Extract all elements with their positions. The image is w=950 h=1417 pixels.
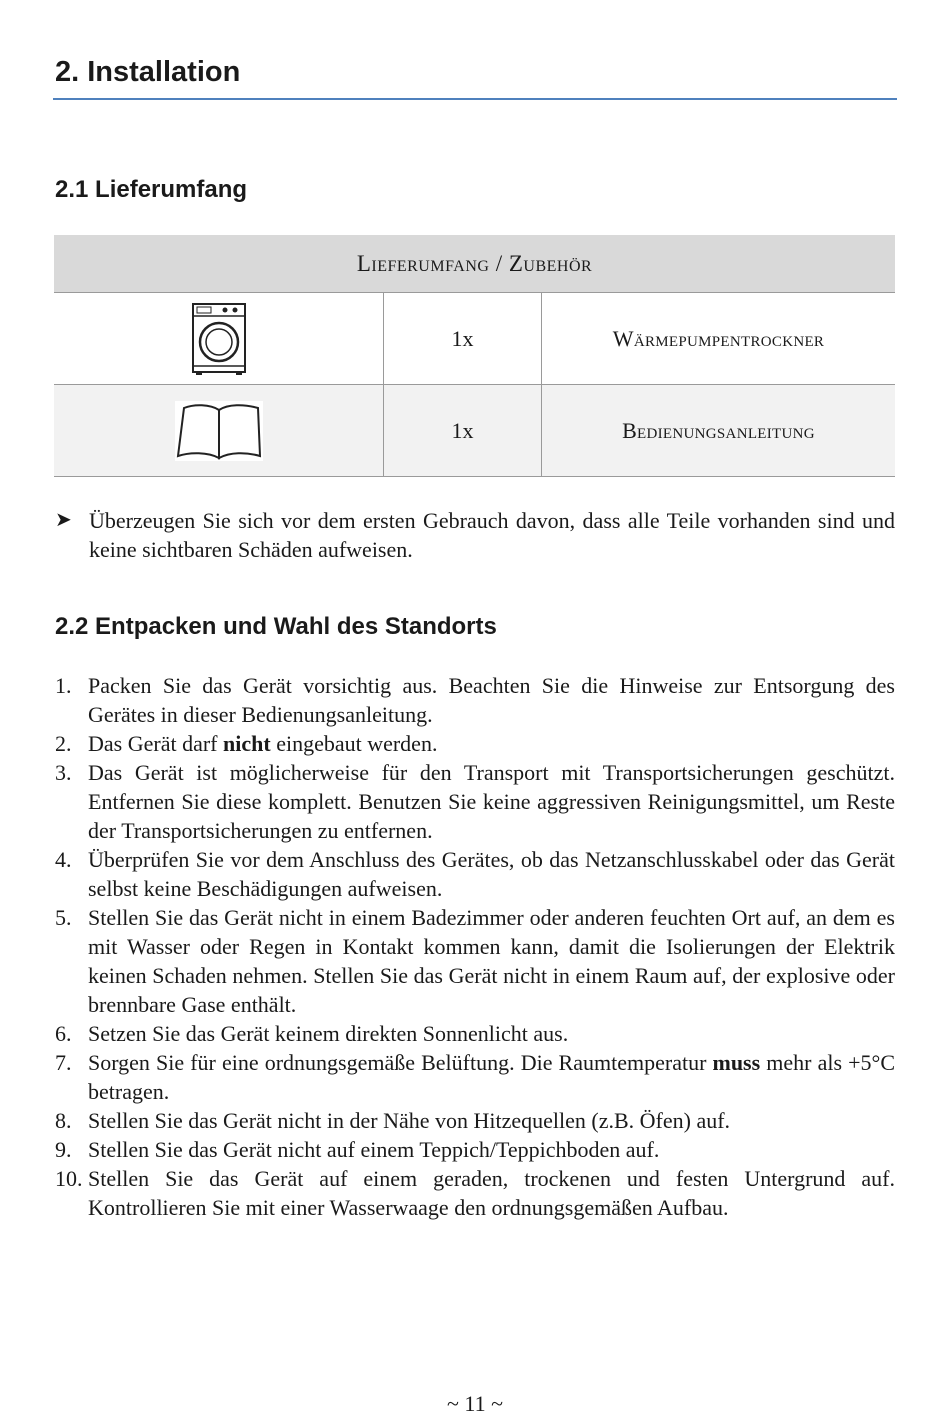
list-text: Überprüfen Sie vor dem Anschluss des Gerätes, ob das Netzanschlusskabel oder das Gerät selbst keine Beschädigungen aufweisen. bbox=[88, 847, 895, 901]
page-heading: 2. Installation bbox=[55, 56, 241, 88]
list-item bbox=[55, 758, 895, 845]
list-item bbox=[55, 1106, 895, 1135]
section-title-unpacking: 2.2 Entpacken und Wahl des Standorts bbox=[55, 613, 497, 640]
list-item bbox=[55, 671, 895, 729]
list-item bbox=[55, 729, 895, 758]
table-row bbox=[54, 384, 895, 476]
list-item bbox=[55, 1048, 895, 1106]
emphasis: muss bbox=[712, 1050, 761, 1075]
page-number: ~ 11 ~ bbox=[447, 1391, 503, 1416]
list-item bbox=[55, 1019, 895, 1048]
list-text: Sorgen Sie für eine ordnungsgemäße Belüftung. Die Raumtemperatur muss mehr als +5°C betragen. bbox=[88, 1050, 895, 1104]
list-item bbox=[55, 845, 895, 903]
table-cell-quantity: 1x bbox=[384, 293, 542, 384]
list-text: Das Gerät darf nicht eingebaut werden. bbox=[88, 731, 438, 756]
unpacking-list bbox=[55, 671, 895, 1222]
dryer-icon bbox=[190, 302, 248, 376]
manual-book-icon bbox=[174, 400, 264, 462]
list-number: 10. bbox=[55, 1166, 83, 1191]
list-item bbox=[55, 1135, 895, 1164]
list-text: Stellen Sie das Gerät auf einem geraden, trockenen und festen Untergrund auf. Kontrollieren Sie mit einer Wasserwaage den ordnungsgemäßen Aufbau. bbox=[88, 1166, 895, 1220]
list-number: 6. bbox=[55, 1021, 72, 1046]
table-cell-item: Wärmepumpentrockner bbox=[612, 325, 825, 351]
list-text: Setzen Sie das Gerät keinem direkten Sonnenlicht aus. bbox=[88, 1021, 569, 1046]
table-cell-quantity: 1x bbox=[384, 385, 542, 476]
list-text: Das Gerät ist möglicherweise für den Transport mit Transportsicherungen geschützt. Entfernen Sie diese komplett. Benutzen Sie keine aggressiven Reinigungsmittel, um Reste der Transportsicherungen zu entfernen. bbox=[88, 760, 895, 843]
emphasis: nicht bbox=[223, 731, 271, 756]
list-item bbox=[55, 1164, 895, 1222]
list-text: Stellen Sie das Gerät nicht auf einem Teppich/Teppichboden auf. bbox=[88, 1137, 660, 1162]
list-text: Packen Sie das Gerät vorsichtig aus. Beachten Sie die Hinweise zur Entsorgung des Gerätes in dieser Bedienungsanleitung. bbox=[88, 673, 895, 727]
section-title-delivery: 2.1 Lieferumfang bbox=[55, 176, 248, 203]
note-text: Überzeugen Sie sich vor dem ersten Gebrauch davon, dass alle Teile vorhanden sind und keine sichtbaren Schäden aufweisen. bbox=[89, 508, 895, 562]
table-cell-icon bbox=[54, 293, 384, 384]
list-number: 9. bbox=[55, 1137, 72, 1162]
list-number: 5. bbox=[55, 905, 72, 930]
list-number: 1. bbox=[55, 673, 72, 698]
list-number: 8. bbox=[55, 1108, 72, 1133]
table-header: Lieferumfang / Zubehör bbox=[54, 235, 895, 292]
list-item bbox=[55, 903, 895, 1019]
check-parts-note bbox=[55, 506, 895, 564]
list-text: Stellen Sie das Gerät nicht in der Nähe von Hitzequellen (z.B. Öfen) auf. bbox=[88, 1108, 731, 1133]
list-number: 4. bbox=[55, 847, 72, 872]
list-number: 7. bbox=[55, 1050, 72, 1075]
table-cell-icon bbox=[54, 385, 384, 476]
heading-divider bbox=[53, 98, 897, 100]
list-number: 3. bbox=[55, 760, 72, 785]
delivery-table bbox=[54, 235, 895, 477]
table-row bbox=[54, 292, 895, 384]
arrow-bullet-icon: ➤ bbox=[55, 509, 72, 531]
list-text: Stellen Sie das Gerät nicht in einem Badezimmer oder anderen feuchten Ort auf, an dem es mit Wasser oder Regen in Kontakt kommen kann, damit die Isolierungen der Elektrik keinen Schaden nehmen. Stellen Sie das Gerät nicht in einem Raum auf, der explosive oder brennbare Gase enthält. bbox=[88, 905, 895, 1017]
list-number: 2. bbox=[55, 731, 72, 756]
table-cell-item: Bedienungsanleitung bbox=[622, 417, 815, 443]
